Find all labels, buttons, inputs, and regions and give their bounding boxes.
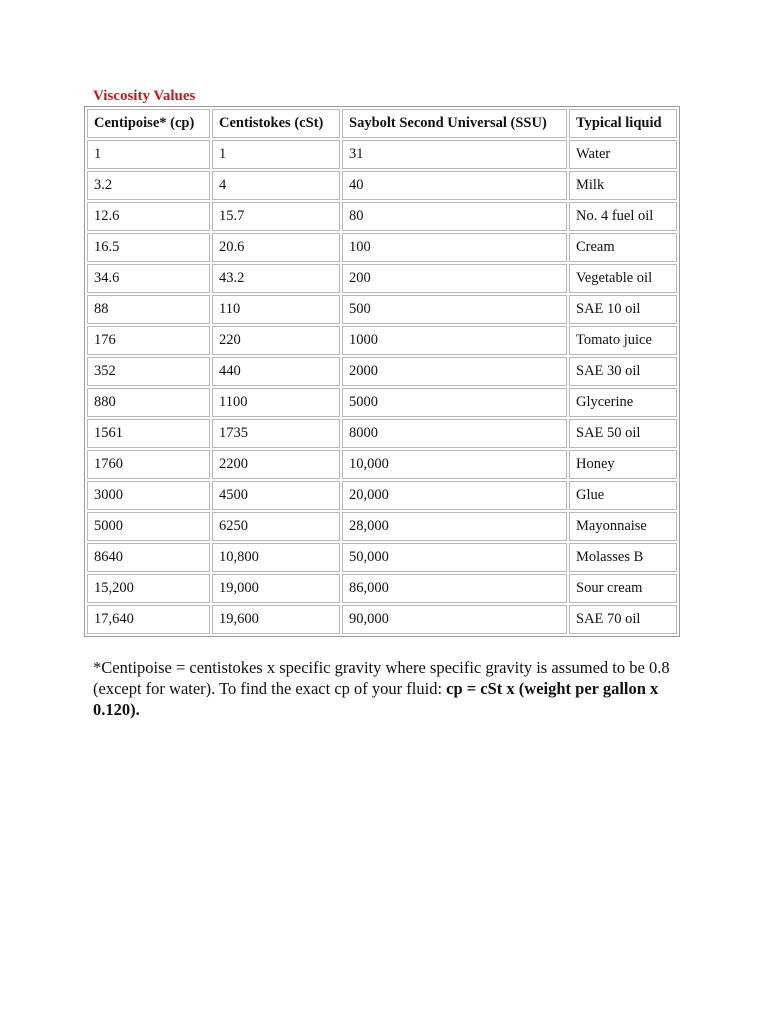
cell-centistokes: 440	[212, 357, 340, 386]
cell-saybolt: 31	[342, 140, 567, 169]
cell-typical-liquid: SAE 30 oil	[569, 357, 677, 386]
cell-saybolt: 1000	[342, 326, 567, 355]
cell-centistokes: 1	[212, 140, 340, 169]
table-header-row	[87, 109, 677, 138]
cell-centipoise: 1	[87, 140, 210, 169]
cell-centipoise: 3000	[87, 481, 210, 510]
cell-centistokes: 19,000	[212, 574, 340, 603]
cell-centistokes: 2200	[212, 450, 340, 479]
cell-saybolt: 2000	[342, 357, 567, 386]
cell-saybolt: 28,000	[342, 512, 567, 541]
cell-saybolt: 100	[342, 233, 567, 262]
table-row	[87, 202, 677, 231]
footnote-text: *Centipoise = centistokes x specific gravity where specific gravity is assumed to be 0.8 (except for water). To find the exact cp of your fluid:	[93, 658, 670, 698]
cell-typical-liquid: Vegetable oil	[569, 264, 677, 293]
cell-centipoise: 3.2	[87, 171, 210, 200]
header-typical-liquid: Typical liquid	[569, 109, 677, 138]
table-row	[87, 512, 677, 541]
cell-centistokes: 1100	[212, 388, 340, 417]
cell-typical-liquid: Cream	[569, 233, 677, 262]
cell-centistokes: 20.6	[212, 233, 340, 262]
cell-typical-liquid: Water	[569, 140, 677, 169]
cell-centipoise: 8640	[87, 543, 210, 572]
cell-centistokes: 110	[212, 295, 340, 324]
cell-typical-liquid: Tomato juice	[569, 326, 677, 355]
cell-centistokes: 15.7	[212, 202, 340, 231]
header-centipoise: Centipoise* (cp)	[87, 109, 210, 138]
cell-saybolt: 86,000	[342, 574, 567, 603]
cell-centipoise: 880	[87, 388, 210, 417]
cell-saybolt: 500	[342, 295, 567, 324]
table-row	[87, 419, 677, 448]
cell-centipoise: 16.5	[87, 233, 210, 262]
table-body	[87, 140, 677, 634]
cell-typical-liquid: Glycerine	[569, 388, 677, 417]
table-row	[87, 326, 677, 355]
cell-typical-liquid: No. 4 fuel oil	[569, 202, 677, 231]
cell-centipoise: 88	[87, 295, 210, 324]
table-row	[87, 574, 677, 603]
cell-centistokes: 220	[212, 326, 340, 355]
cell-centipoise: 352	[87, 357, 210, 386]
table-row	[87, 357, 677, 386]
footnote-formula: cp = cSt x (weight per gallon x 0.120).	[93, 679, 659, 719]
cell-saybolt: 5000	[342, 388, 567, 417]
cell-typical-liquid: SAE 50 oil	[569, 419, 677, 448]
table-row	[87, 388, 677, 417]
cell-saybolt: 80	[342, 202, 567, 231]
cell-saybolt: 90,000	[342, 605, 567, 634]
cell-centipoise: 12.6	[87, 202, 210, 231]
cell-typical-liquid: SAE 10 oil	[569, 295, 677, 324]
cell-saybolt: 20,000	[342, 481, 567, 510]
cell-typical-liquid: Honey	[569, 450, 677, 479]
cell-centipoise: 17,640	[87, 605, 210, 634]
cell-saybolt: 40	[342, 171, 567, 200]
cell-centipoise: 1760	[87, 450, 210, 479]
cell-typical-liquid: Glue	[569, 481, 677, 510]
table-row	[87, 264, 677, 293]
cell-typical-liquid: SAE 70 oil	[569, 605, 677, 634]
table-row	[87, 233, 677, 262]
cell-centipoise: 15,200	[87, 574, 210, 603]
cell-typical-liquid: Sour cream	[569, 574, 677, 603]
cell-centistokes: 4	[212, 171, 340, 200]
cell-typical-liquid: Mayonnaise	[569, 512, 677, 541]
cell-typical-liquid: Molasses B	[569, 543, 677, 572]
cell-centistokes: 4500	[212, 481, 340, 510]
cell-centistokes: 19,600	[212, 605, 340, 634]
cell-centistokes: 43.2	[212, 264, 340, 293]
table-row	[87, 171, 677, 200]
cell-saybolt: 200	[342, 264, 567, 293]
table-row	[87, 543, 677, 572]
table-row	[87, 295, 677, 324]
table-row	[87, 140, 677, 169]
cell-saybolt: 8000	[342, 419, 567, 448]
cell-centistokes: 6250	[212, 512, 340, 541]
table-row	[87, 481, 677, 510]
page-title: Viscosity Values	[93, 88, 196, 104]
cell-centistokes: 10,800	[212, 543, 340, 572]
header-centistokes: Centistokes (cSt)	[212, 109, 340, 138]
cell-centipoise: 5000	[87, 512, 210, 541]
cell-centipoise: 176	[87, 326, 210, 355]
cell-saybolt: 50,000	[342, 543, 567, 572]
viscosity-table	[84, 106, 680, 637]
header-saybolt: Saybolt Second Universal (SSU)	[342, 109, 567, 138]
cell-saybolt: 10,000	[342, 450, 567, 479]
cell-centipoise: 1561	[87, 419, 210, 448]
cell-centistokes: 1735	[212, 419, 340, 448]
table-row	[87, 450, 677, 479]
footnote	[93, 657, 673, 720]
cell-typical-liquid: Milk	[569, 171, 677, 200]
table-row	[87, 605, 677, 634]
cell-centipoise: 34.6	[87, 264, 210, 293]
